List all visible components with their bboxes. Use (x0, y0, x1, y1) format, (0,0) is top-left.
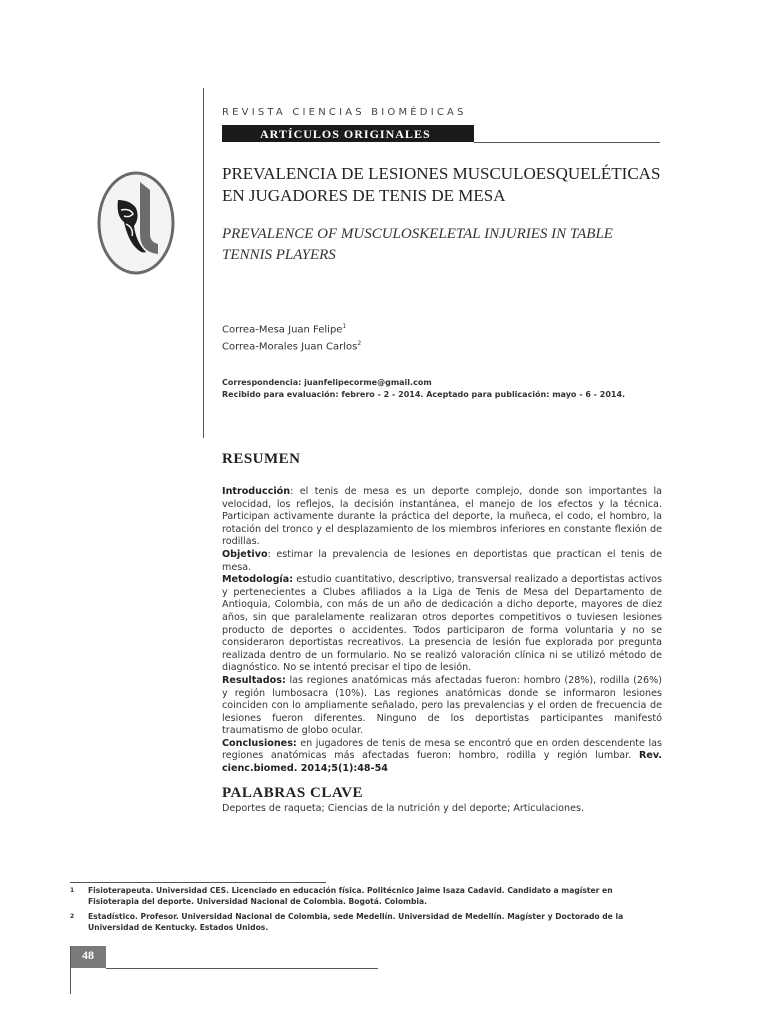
section-label: ARTÍCULOS ORIGINALES (260, 127, 431, 141)
footnote-text: Fisioterapeuta. Universidad CES. Licenciado en educación física. Politécnico Jaime Isaza Cadavid. Candidato a magíster en Fisioterapia del deporte. Universidad Nacional de Colombia. Bogotá. Colombia. (88, 886, 613, 906)
title-en-line-1: PREVALENCE OF MUSCULOSKELETAL INJURIES IN TABLE (222, 226, 613, 242)
footnote-rule (70, 882, 326, 883)
abstract-results (222, 675, 662, 738)
label-introduction: Introducción (222, 486, 291, 497)
keywords-heading: PALABRAS CLAVE (222, 785, 364, 801)
journal-name: REVISTA CIENCIAS BIOMÉDICAS (222, 107, 467, 118)
title-es-line-2: EN JUGADORES DE TENIS DE MESA (222, 186, 506, 205)
journal-logo-icon (96, 170, 176, 276)
abstract-conclusions (222, 738, 662, 776)
text-objective: : estimar la prevalencia de lesiones en deportistas que practican el tenis de mesa. (222, 548, 662, 573)
author-1 (222, 323, 346, 335)
page-rule-horizontal (106, 968, 378, 969)
label-conclusions: Conclusiones: (222, 737, 297, 749)
text-results: las regiones anatómicas más afectadas fueron: hombro (28%), rodilla (26%) y región lumbosacra (10%). Las regiones anatómicas donde se informaron lesiones coinciden con lo ampliamente señalado, pero las prevalencias y el orden de frecuencia de lesiones fueron diferentes. Ninguno de los deportistas participantes manifestó traumatismo de globo ocular. (222, 674, 662, 737)
author-ref: 1 (342, 323, 347, 330)
abstract-introduction (222, 486, 662, 549)
text-introduction: : el tenis de mesa es un deporte complejo, donde son importantes la velocidad, los reflejos, la decisión instantánea, el manejo de los efectos y la técnica. Participan activamente durante la práctica del deporte, la muñeca, el codo, el hombro, la rotación del tronco y el desplazamiento de los miembros inferiores en constante flexión de rodillas. (222, 486, 662, 548)
section-rule (474, 142, 660, 143)
footnote-text: Estadístico. Profesor. Universidad Nacional de Colombia, sede Medellín. Universidad de Medellín. Magíster y Doctorado de la Universidad de Kentucky. Estados Unidos. (88, 912, 624, 932)
keywords-text: Deportes de raqueta; Ciencias de la nutrición y del deporte; Articulaciones. (222, 803, 585, 814)
page-rule-vertical (70, 946, 71, 994)
author-name: Correa-Morales Juan Carlos (222, 341, 358, 353)
text-conclusions: en jugadores de tenis de mesa se encontró que en orden descendente las regiones anatómicas más afectadas fueron: hombro, rodilla y región lumbar. (222, 737, 662, 762)
citation: Rev. cienc.biomed. 2014;5(1):48-54 (222, 750, 662, 775)
label-objective: Objetivo (222, 548, 268, 560)
text-methodology: estudio cuantitativo, descriptivo, transversal realizado a deportistas activos y pertenecientes a Clubes afiliados a la Liga de Tenis de Mesa del Departamento de Antioquia, Colombia, con más de un año de dedicación a dicho deporte, mayores de diez años, sin que paralelamente realizaran otros deportes competitivos o tuviesen lesiones producto de deportes o accidentes. Todos participaron de forma voluntaria y no se consideraron deportistas recreativos. La presencia de lesión fue explorada por pregunta realizada dentro de un formulario. No se realizó valoración clínica ni se utilizó método de diagnóstico. No se intentó precisar el tipo de lesión. (222, 574, 662, 674)
abstract-body (222, 486, 662, 776)
author-2 (222, 340, 361, 352)
author-ref: 2 (357, 340, 362, 347)
footnote-number: 2 (70, 913, 75, 920)
footnote-1 (70, 885, 664, 907)
title-es-line-1: PREVALENCIA DE LESIONES MUSCULOESQUELÉTICAS (222, 164, 661, 183)
label-results: Resultados: (222, 674, 286, 686)
abstract-objective (222, 549, 662, 574)
label-methodology: Metodología: (222, 574, 294, 586)
title-spanish (222, 163, 662, 207)
margin-rule (203, 88, 204, 438)
footnote-2 (70, 911, 664, 933)
title-english (222, 224, 662, 266)
correspondence: Correspondencia: juanfelipecorme@gmail.com (222, 378, 432, 387)
abstract-heading: RESUMEN (222, 451, 301, 467)
page-number: 48 (82, 948, 94, 962)
received-accepted-dates: Recibido para evaluación: febrero - 2 - 2014. Aceptado para publicación: mayo - 6 - 2014. (222, 390, 626, 399)
footnote-number: 1 (70, 887, 75, 894)
title-en-line-2: TENNIS PLAYERS (222, 247, 336, 263)
author-name: Correa-Mesa Juan Felipe (222, 324, 343, 336)
abstract-methodology (222, 574, 662, 675)
